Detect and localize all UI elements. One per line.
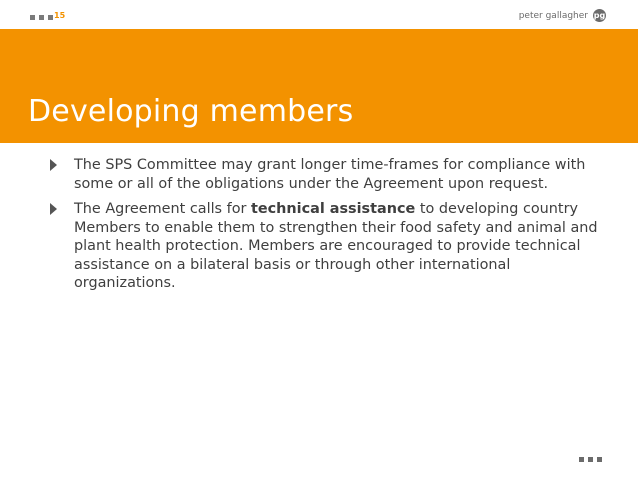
bullet-text: The SPS Committee may grant longer time-frames for compliance with some or all of the obligations under the Agreement upon request. [74, 157, 586, 192]
bullet-emphasis: technical assistance [251, 201, 416, 217]
slide-title: Developing members [28, 94, 354, 129]
slide-page-number: 15 [54, 11, 66, 20]
triangle-bullet-icon [50, 159, 57, 171]
top-square-dots-icon [30, 15, 53, 20]
square-dot-icon [30, 15, 35, 20]
square-dot-icon [588, 457, 593, 462]
bullet-item [50, 200, 610, 293]
square-dot-icon [48, 15, 53, 20]
bullet-item [50, 156, 610, 193]
brand-header [519, 9, 606, 22]
square-dot-icon [579, 457, 584, 462]
title-band [0, 29, 638, 143]
brand-logo-icon: pg [593, 11, 606, 20]
square-dot-icon [597, 457, 602, 462]
bullet-text-suffix: to developing country Members to enable them to strengthen their food safety and animal and plant health protection. Members are encouraged to provide technical assistance on a bilateral basis or through other international organizations. [74, 201, 598, 291]
bullet-list [50, 156, 610, 300]
bullet-text-prefix: The Agreement calls for [74, 201, 251, 217]
bottom-square-dots-icon [579, 457, 602, 462]
square-dot-icon [39, 15, 44, 20]
bullet-text [74, 200, 610, 293]
brand-name: peter gallagher [518, 10, 588, 21]
triangle-bullet-icon [50, 203, 57, 215]
